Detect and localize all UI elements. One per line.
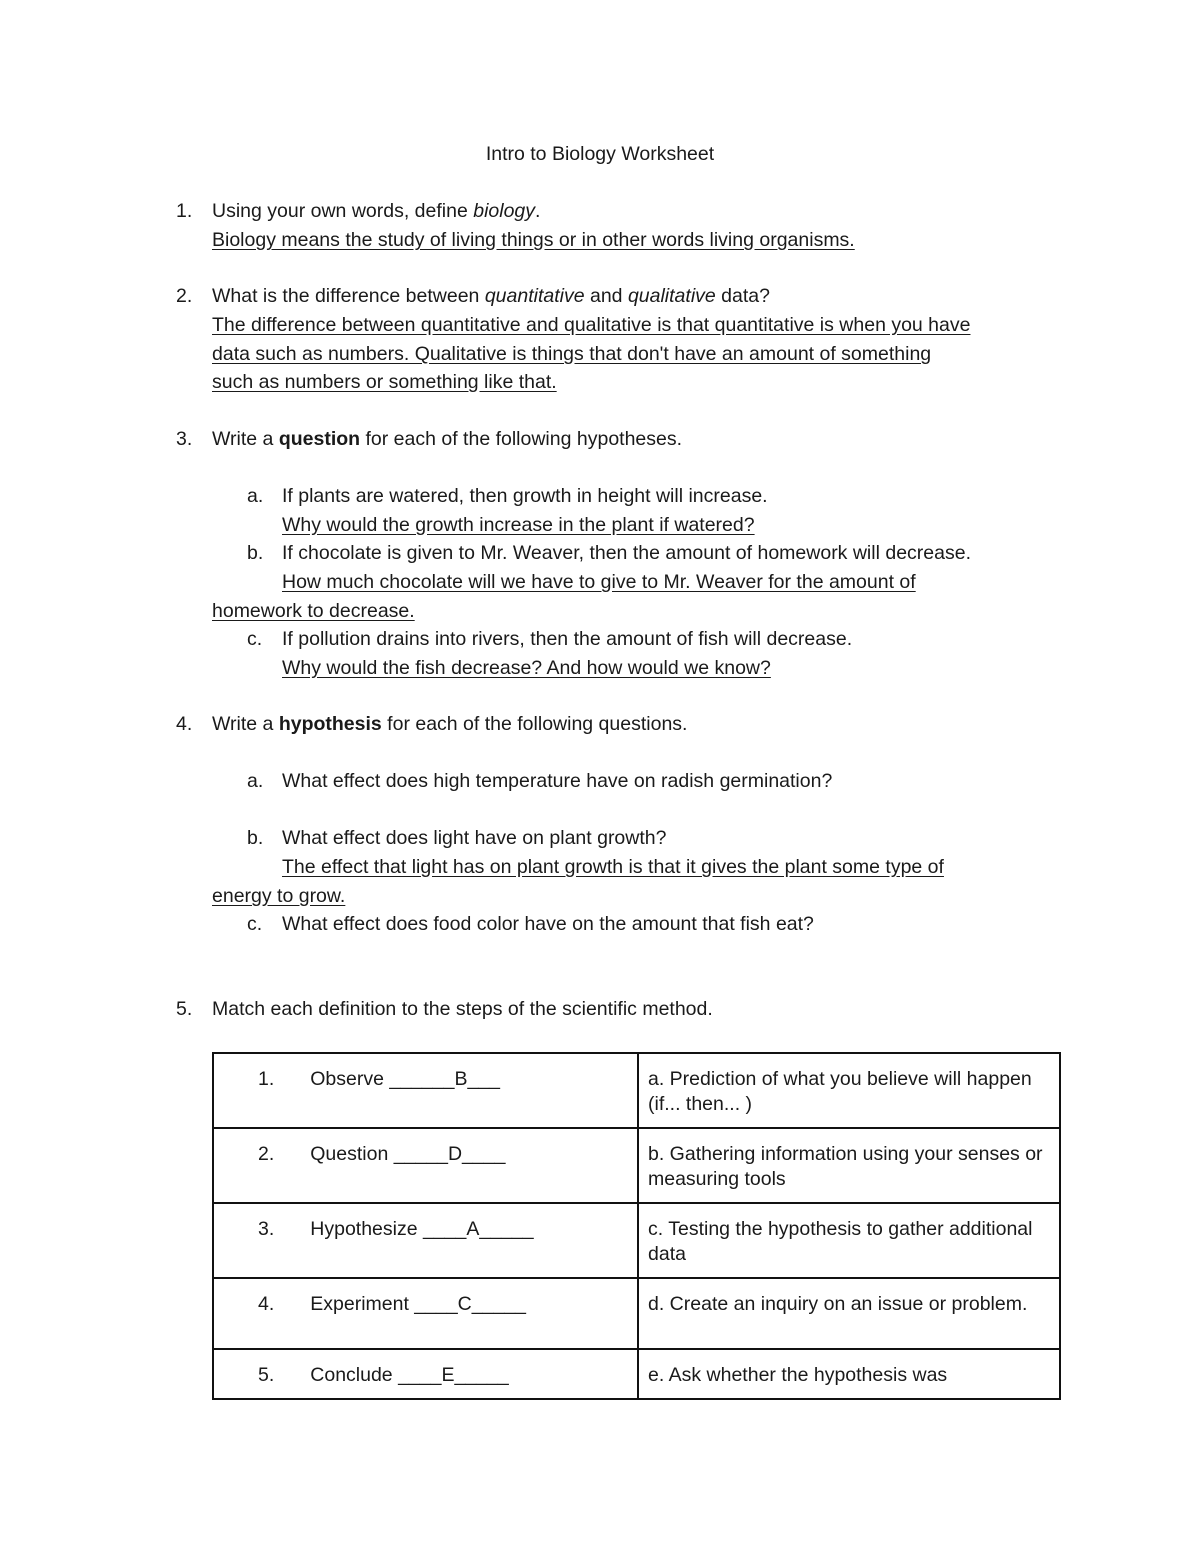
question-number: 4.	[176, 713, 193, 735]
item-letter: a.	[247, 485, 264, 507]
step-number: 4.	[258, 1293, 275, 1315]
answer-line: How much chocolate will we have to give to Mr. Weaver for the amount of	[282, 571, 916, 593]
item-letter: b.	[247, 542, 264, 564]
matching-table	[212, 1052, 1061, 1400]
question-number: 1.	[176, 200, 193, 222]
question-number: 2.	[176, 285, 193, 307]
table-row	[213, 1349, 1060, 1399]
definition-cell	[638, 1349, 1060, 1399]
answer-line: The effect that light has on plant growth is that it gives the plant some type of	[282, 856, 944, 878]
step-label: Conclude ____E_____	[310, 1364, 509, 1386]
definition-text: d. Create an inquiry on an issue or problem.	[648, 1293, 1028, 1315]
table-row	[213, 1053, 1060, 1128]
item-letter: c.	[247, 913, 263, 935]
step-cell	[213, 1349, 638, 1399]
step-cell	[213, 1053, 638, 1128]
question-text: What effect does light have on plant growth?	[282, 827, 667, 849]
step-label: Question _____D____	[310, 1143, 506, 1165]
answer-line: homework to decrease.	[212, 600, 415, 622]
definition-cell	[638, 1278, 1060, 1349]
table-row	[213, 1278, 1060, 1349]
step-label: Experiment ____C_____	[310, 1293, 526, 1315]
definition-cell	[638, 1128, 1060, 1203]
answer-line: such as numbers or something like that.	[212, 371, 557, 393]
step-cell	[213, 1128, 638, 1203]
definition-text: e. Ask whether the hypothesis was	[648, 1364, 948, 1386]
step-label: Observe ______B___	[310, 1068, 500, 1090]
item-letter: c.	[247, 628, 263, 650]
definition-text: c. Testing the hypothesis to gather additional data	[648, 1218, 1033, 1265]
definition-cell	[638, 1203, 1060, 1278]
question-prompt: Write a question for each of the following hypotheses.	[212, 428, 683, 450]
question-text: What effect does high temperature have on radish germination?	[282, 770, 833, 792]
item-letter: a.	[247, 770, 264, 792]
question-prompt: Write a hypothesis for each of the following questions.	[212, 713, 688, 735]
hypothesis-text: If pollution drains into rivers, then the amount of fish will decrease.	[282, 628, 853, 650]
question-text: What effect does food color have on the amount that fish eat?	[282, 913, 814, 935]
step-label: Hypothesize ____A_____	[310, 1218, 534, 1240]
answer-line: The difference between quantitative and qualitative is that quantitative is when you have	[212, 314, 971, 336]
step-number: 5.	[258, 1364, 275, 1386]
table-row	[213, 1128, 1060, 1203]
answer-line: energy to grow.	[212, 885, 346, 907]
step-cell	[213, 1203, 638, 1278]
answer-line: Why would the growth increase in the plant if watered?	[282, 514, 755, 536]
step-number: 3.	[258, 1218, 275, 1240]
step-number: 1.	[258, 1068, 275, 1090]
hypothesis-text: If plants are watered, then growth in height will increase.	[282, 485, 768, 507]
question-prompt: Using your own words, define biology.	[212, 200, 541, 222]
step-cell	[213, 1278, 638, 1349]
definition-cell	[638, 1053, 1060, 1128]
step-number: 2.	[258, 1143, 275, 1165]
answer-line: data such as numbers. Qualitative is things that don't have an amount of something	[212, 343, 932, 365]
table-row	[213, 1203, 1060, 1278]
question-prompt: Match each definition to the steps of the scientific method.	[212, 998, 713, 1020]
answer-line: Why would the fish decrease? And how would we know?	[282, 657, 771, 679]
definition-text: b. Gathering information using your senses or measuring tools	[648, 1143, 1043, 1190]
worksheet-title: Intro to Biology Worksheet	[485, 143, 715, 165]
question-number: 3.	[176, 428, 193, 450]
definition-text: a. Prediction of what you believe will happen (if... then... )	[648, 1068, 1032, 1115]
hypothesis-text: If chocolate is given to Mr. Weaver, then the amount of homework will decrease.	[282, 542, 971, 564]
item-letter: b.	[247, 827, 264, 849]
question-number: 5.	[176, 998, 193, 1020]
question-prompt: What is the difference between quantitative and qualitative data?	[212, 285, 770, 307]
answer-text: Biology means the study of living things or in other words living organisms.	[212, 229, 855, 251]
